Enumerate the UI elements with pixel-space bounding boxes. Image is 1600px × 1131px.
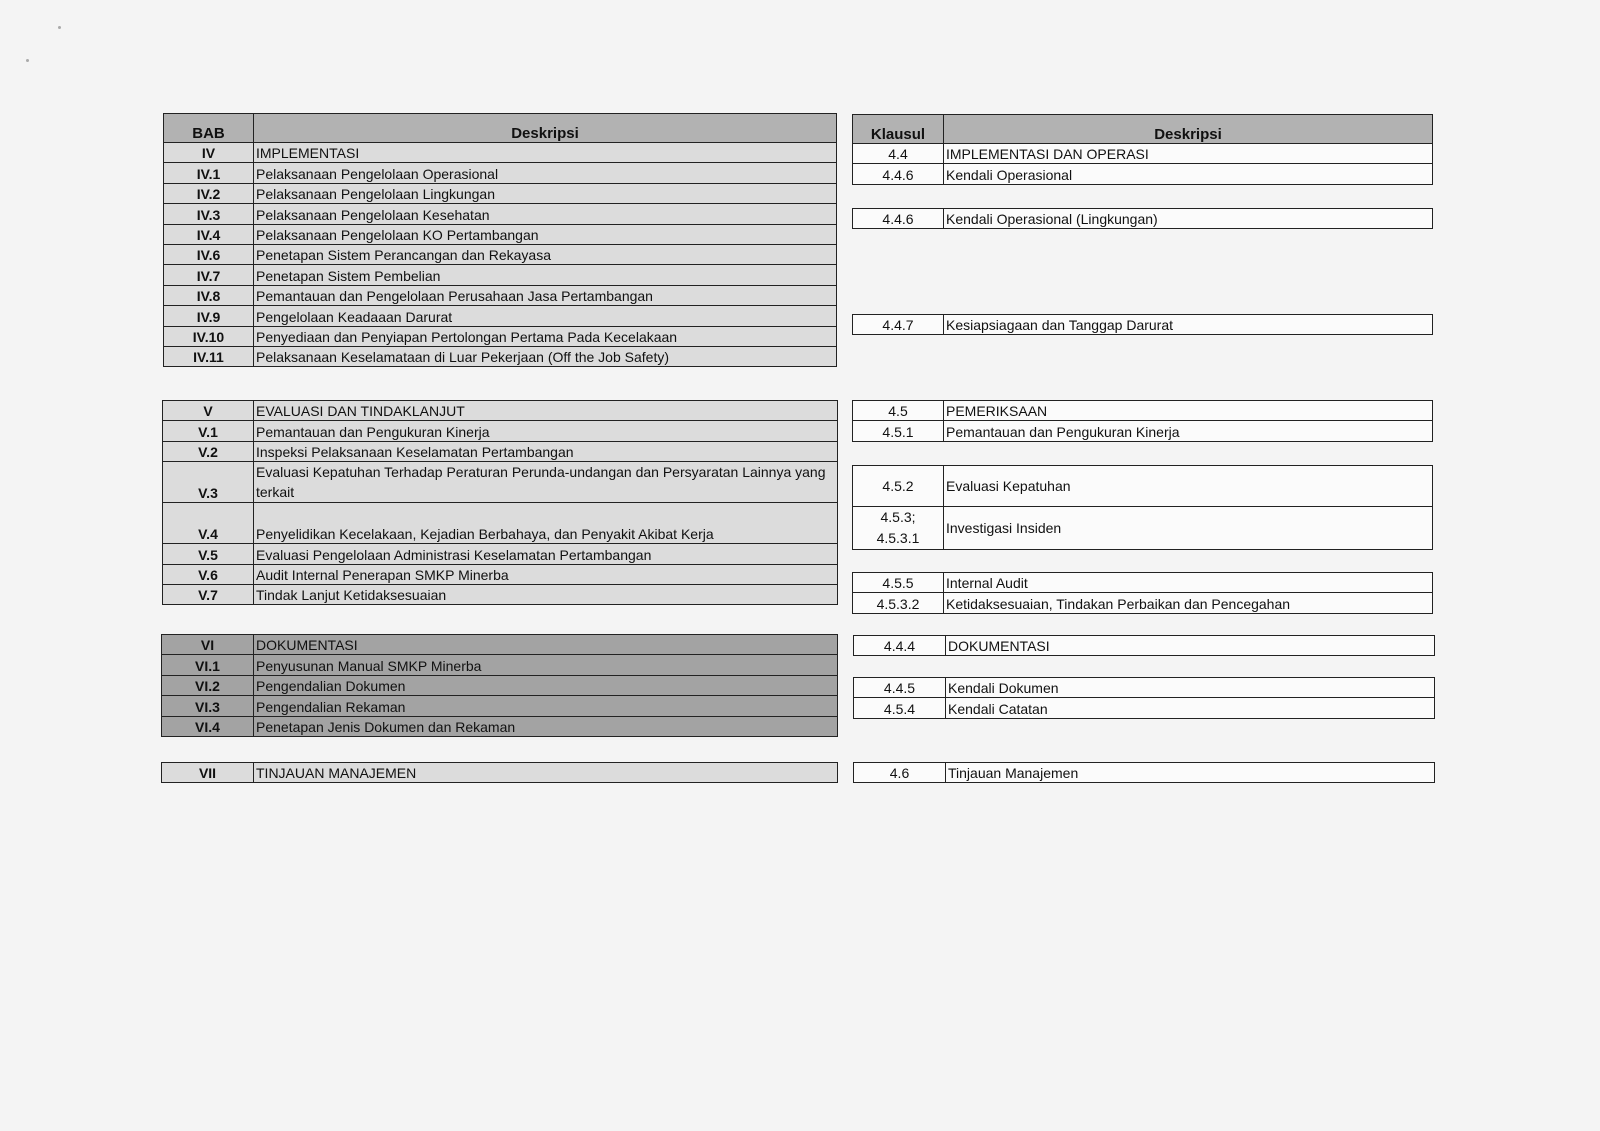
table-row [162, 716, 838, 736]
bab-desc: Evaluasi Kepatuhan Terhadap Peraturan Perunda-undangan dan Persyaratan Lainnya yang terkait [254, 462, 838, 503]
bab-code: IV.3 [164, 204, 254, 224]
bab-code: V.4 [163, 503, 254, 544]
klausul-code: 4.5 [853, 401, 944, 421]
klausul-code: 4.4.5 [854, 678, 946, 698]
table-row [163, 544, 838, 564]
bab-code: VI.3 [162, 696, 254, 716]
klausul-desc: Investigasi Insiden [944, 507, 1433, 550]
table-row [853, 164, 1433, 184]
table-row [163, 401, 838, 421]
klausul-v-kepatuhan [852, 465, 1433, 550]
bab-desc: Tindak Lanjut Ketidaksesuaian [254, 584, 838, 604]
klausul-vi-dokumentasi [853, 635, 1435, 656]
klausul-v-table [852, 400, 1433, 442]
table-row [853, 593, 1433, 613]
bab-header: BAB [164, 114, 254, 143]
table-row [162, 763, 838, 783]
bab-vii-table [161, 762, 838, 783]
table-row [162, 655, 838, 675]
table-row [163, 462, 838, 503]
klausul-desc: Kendali Operasional (Lingkungan) [944, 209, 1433, 229]
bab-desc: Pemantauan dan Pengukuran Kinerja [254, 421, 838, 441]
klausul-desc: Tinjauan Manajemen [946, 763, 1435, 783]
bab-desc: Pelaksanaan Pengelolaan Operasional [254, 163, 837, 183]
bab-desc: Pelaksanaan Pengelolaan Lingkungan [254, 183, 837, 203]
bab-desc: Penetapan Sistem Perancangan dan Rekayasa [254, 244, 837, 264]
bab-code: IV.7 [164, 265, 254, 285]
bab-code: VI [162, 635, 254, 655]
bab-desc: Pelaksanaan Pengelolaan KO Pertambangan [254, 224, 837, 244]
table-row [163, 421, 838, 441]
klausul-vi-kendali [853, 677, 1435, 719]
table-row [853, 144, 1433, 164]
klausul-desc: Ketidaksesuaian, Tindakan Perbaikan dan Pencegahan [944, 593, 1433, 613]
bab-code: V.6 [163, 564, 254, 584]
klausul-code: 4.5.1 [853, 421, 944, 441]
bab-code: IV.10 [164, 326, 254, 346]
table-row [163, 503, 838, 544]
bab-code: IV.8 [164, 285, 254, 305]
klausul-code-a: 4.5.3; [880, 509, 916, 525]
table-row [164, 326, 837, 346]
bab-code: VI.4 [162, 716, 254, 736]
table-row [164, 244, 837, 264]
bab-code: IV.9 [164, 306, 254, 326]
klausul-iv-darurat [852, 314, 1433, 335]
bab-desc: IMPLEMENTASI [254, 143, 837, 163]
bab-v-table [162, 400, 838, 605]
table-row [164, 143, 837, 163]
klausul-iv-lingkungan [852, 208, 1433, 229]
table-row [162, 635, 838, 655]
bab-desc: Penetapan Jenis Dokumen dan Rekaman [254, 716, 838, 736]
table-row [853, 573, 1433, 593]
bab-code: IV.1 [164, 163, 254, 183]
bab-vi-table [161, 634, 838, 737]
bab-desc: Pengelolaan Keadaaan Darurat [254, 306, 837, 326]
klausul-code-b: 4.5.3.1 [876, 530, 920, 546]
klausul-code: 4.4 [853, 144, 944, 164]
bab-desc: Pengendalian Rekaman [254, 696, 838, 716]
bab-code: V.1 [163, 421, 254, 441]
table-row [164, 183, 837, 203]
bab-desc: Penyediaan dan Penyiapan Pertolongan Pertama Pada Kecelakaan [254, 326, 837, 346]
bab-code: IV.6 [164, 244, 254, 264]
table-row [853, 507, 1433, 550]
bab-code: IV.2 [164, 183, 254, 203]
bab-code: VII [162, 763, 254, 783]
scan-speck [58, 26, 61, 29]
bab-code: V.3 [163, 462, 254, 503]
klausul-desc: Internal Audit [944, 573, 1433, 593]
bab-desc: Penyelidikan Kecelakaan, Kejadian Berbahaya, dan Penyakit Akibat Kerja [254, 503, 838, 544]
klausul-desc: IMPLEMENTASI DAN OPERASI [944, 144, 1433, 164]
bab-code: V.5 [163, 544, 254, 564]
klausul-desc: PEMERIKSAAN [944, 401, 1433, 421]
bab-code: VI.2 [162, 675, 254, 695]
bab-code: V.2 [163, 441, 254, 461]
klausul-desc: Kesiapsiagaan dan Tanggap Darurat [944, 315, 1433, 335]
table-row [162, 675, 838, 695]
table-row [164, 204, 837, 224]
bab-desc: TINJAUAN MANAJEMEN [254, 763, 838, 783]
deskripsi-header: Deskripsi [944, 115, 1433, 144]
bab-desc: Pengendalian Dokumen [254, 675, 838, 695]
table-row [854, 678, 1435, 698]
klausul-code: 4.5.5 [853, 573, 944, 593]
table-row [853, 421, 1433, 441]
scan-speck [26, 59, 29, 62]
bab-desc: Audit Internal Penerapan SMKP Minerba [254, 564, 838, 584]
table-row [854, 636, 1435, 656]
klausul-desc: DOKUMENTASI [946, 636, 1435, 656]
klausul-desc: Pemantauan dan Pengukuran Kinerja [944, 421, 1433, 441]
bab-desc: Evaluasi Pengelolaan Administrasi Keselamatan Pertambangan [254, 544, 838, 564]
table-row [164, 306, 837, 326]
table-row [164, 163, 837, 183]
klausul-header: Klausul [853, 115, 944, 144]
bab-desc: Pelaksanaan Keselamataan di Luar Pekerjaan (Off the Job Safety) [254, 346, 837, 366]
table-row [164, 285, 837, 305]
klausul-desc: Evaluasi Kepatuhan [944, 466, 1433, 507]
bab-code: VI.1 [162, 655, 254, 675]
table-row [854, 763, 1435, 783]
table-row [853, 209, 1433, 229]
bab-code: IV.4 [164, 224, 254, 244]
bab-code: V.7 [163, 584, 254, 604]
klausul-code: 4.5.2 [853, 466, 944, 507]
klausul-code: 4.4.6 [853, 164, 944, 184]
klausul-v-audit [852, 572, 1433, 614]
bab-desc: Pemantauan dan Pengelolaan Perusahaan Jasa Pertambangan [254, 285, 837, 305]
bab-desc: Inspeksi Pelaksanaan Keselamatan Pertambangan [254, 441, 838, 461]
table-row [164, 346, 837, 366]
table-row [162, 696, 838, 716]
klausul-code: 4.4.6 [853, 209, 944, 229]
klausul-code: 4.4.4 [854, 636, 946, 656]
bab-code: V [163, 401, 254, 421]
bab-code: IV.11 [164, 346, 254, 366]
bab-desc: EVALUASI DAN TINDAKLANJUT [254, 401, 838, 421]
table-row [164, 265, 837, 285]
klausul-desc: Kendali Catatan [946, 698, 1435, 718]
klausul-code: 4.5.4 [854, 698, 946, 718]
klausul-desc: Kendali Operasional [944, 164, 1433, 184]
table-row [853, 401, 1433, 421]
bab-iv-table [163, 113, 837, 367]
klausul-iv-table [852, 114, 1433, 185]
klausul-code: 4.5.3.2 [853, 593, 944, 613]
table-row [163, 441, 838, 461]
bab-desc: Penyusunan Manual SMKP Minerba [254, 655, 838, 675]
table-row [163, 564, 838, 584]
deskripsi-header: Deskripsi [254, 114, 837, 143]
bab-code: IV [164, 143, 254, 163]
klausul-desc: Kendali Dokumen [946, 678, 1435, 698]
table-row [854, 698, 1435, 718]
klausul-code: 4.6 [854, 763, 946, 783]
bab-desc: Penetapan Sistem Pembelian [254, 265, 837, 285]
klausul-code: 4.4.7 [853, 315, 944, 335]
bab-desc: Pelaksanaan Pengelolaan Kesehatan [254, 204, 837, 224]
bab-desc: DOKUMENTASI [254, 635, 838, 655]
klausul-vii-table [853, 762, 1435, 783]
table-row [853, 466, 1433, 507]
klausul-code [853, 507, 944, 550]
table-row [853, 315, 1433, 335]
table-row [164, 224, 837, 244]
table-row [163, 584, 838, 604]
